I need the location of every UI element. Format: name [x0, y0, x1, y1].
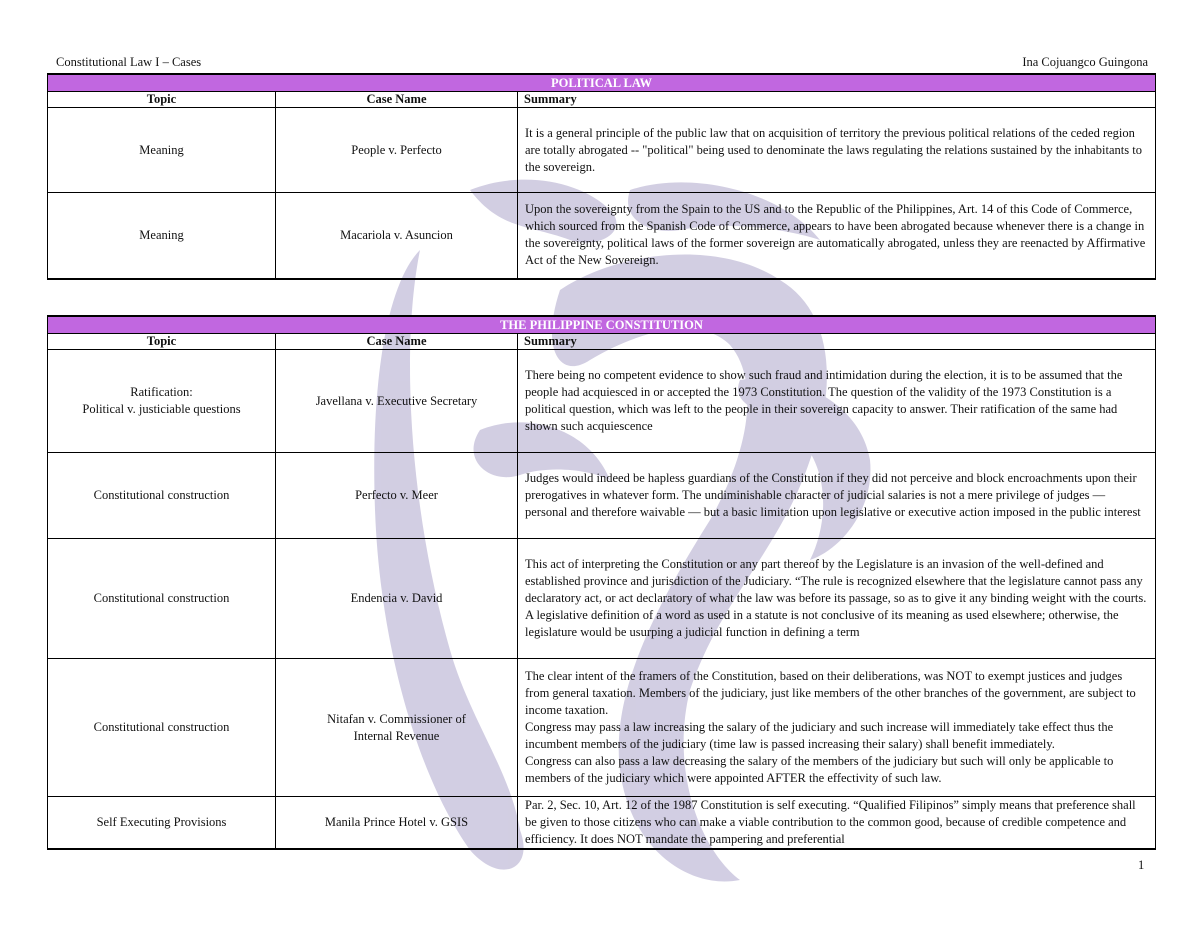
table-row	[48, 797, 1156, 850]
table-row	[48, 453, 1156, 539]
case-name-line: Nitafan v. Commissioner of	[327, 711, 466, 726]
case-name-line: Internal Revenue	[353, 728, 440, 743]
column-header-case-name: Case Name	[276, 92, 518, 108]
summary-cell: There being no competent evidence to show such fraud and intimidation during the election, it is to be assumed that the people had acquiesced in or accepted the 1973 Constitution. The question of the validity of the 1973 Constitution is a political question, which was left to the people in their sovereign capacity to answer. Their ratification of the same had shown such acquiescence	[518, 350, 1156, 453]
page-number: 1	[1138, 858, 1145, 872]
section-header-row	[48, 74, 1156, 92]
summary-cell: Upon the sovereignty from the Spain to the US and to the Republic of the Philippines, Art. 14 of this Code of Commerce, which sourced from the Spanish Code of Commerce, appears to have been abrogated because whenever there is a change in the sovereignty, political laws of the former sovereign are automatically abrogated, unless they are reenacted by Affirmative Act of the New Sovereign.	[518, 193, 1156, 279]
case-name-cell: People v. Perfecto	[276, 108, 518, 193]
summary-cell: This act of interpreting the Constitution or any part thereof by the Legislature is an invasion of the well-defined and established province and jurisdiction of the Judiciary. “The rule is recognized elsewhere that the legislature cannot pass any declaratory act, or act declaratory of what the law was before its passage, so as to give it any binding weight with the courts. A legislative definition of a word as used in a statute is not conclusive of its meaning as used elsewhere; otherwise, the legislature would be usurping a judicial function in defining a term	[518, 539, 1156, 659]
topic-cell: Constitutional construction	[48, 659, 276, 797]
topic-cell: Meaning	[48, 108, 276, 193]
section-title: THE PHILIPPINE CONSTITUTION	[48, 316, 1156, 334]
column-header-summary: Summary	[518, 334, 1156, 350]
column-header-case-name: Case Name	[276, 334, 518, 350]
column-header-summary: Summary	[518, 92, 1156, 108]
topic-cell: Constitutional construction	[48, 453, 276, 539]
topic-cell	[48, 350, 276, 453]
table-row	[48, 539, 1156, 659]
column-header-row	[48, 92, 1156, 108]
case-name-cell	[276, 659, 518, 797]
summary-cell	[518, 659, 1156, 797]
case-name-cell: Manila Prince Hotel v. GSIS	[276, 797, 518, 850]
section-title: POLITICAL LAW	[48, 74, 1156, 92]
topic-cell: Self Executing Provisions	[48, 797, 276, 850]
topic-cell: Meaning	[48, 193, 276, 279]
column-header-row	[48, 334, 1156, 350]
summary-paragraph: Congress may pass a law increasing the salary of the judiciary and such increase will immediately take effect thus the incumbent members of the judiciary (time law is passed increasing their salary) shall benefit immediately.	[525, 720, 1114, 751]
summary-text: Par. 2, Sec. 10, Art. 12 of the 1987 Constitution is self executing. “Qualified Filipinos” simply means that preference shall be given to those citizens who can make a viable contribution to the common good, because of credible competence and efficiency. It does NOT mandate the pampering and preferential	[525, 798, 1136, 846]
summary-cell: Judges would indeed be hapless guardians of the Constitution if they did not perceive and block encroachments upon their prerogatives in whatever form. The undiminishable character of judicial salaries is not a mere privilege of judges — personal and therefore waivable — but a basic limitation upon legislative or executive action imposed in the public interest	[518, 453, 1156, 539]
table-row	[48, 659, 1156, 797]
topic-line: Ratification:	[130, 385, 193, 399]
philippine-constitution-table	[47, 315, 1156, 850]
table-row	[48, 350, 1156, 453]
case-name-cell: Perfecto v. Meer	[276, 453, 518, 539]
page-header	[56, 55, 1148, 71]
author-name: Ina Cojuangco Guingona	[1022, 55, 1148, 69]
column-header-topic: Topic	[48, 334, 276, 350]
political-law-table	[47, 73, 1156, 280]
section-header-row	[48, 316, 1156, 334]
topic-cell: Constitutional construction	[48, 539, 276, 659]
summary-paragraph: The clear intent of the framers of the Constitution, based on their deliberations, was NOT to exempt justices and judges from general taxation. Members of the judiciary, just like members of the other branches of the government, are subject to income taxation.	[525, 669, 1136, 717]
column-header-topic: Topic	[48, 92, 276, 108]
case-name-cell: Endencia v. David	[276, 539, 518, 659]
table-row	[48, 108, 1156, 193]
table-row	[48, 193, 1156, 279]
summary-paragraph: Congress can also pass a law decreasing the salary of the members of the judiciary but such will only be applicable to members of the judiciary which were appointed AFTER the effectivity of such law.	[525, 754, 1114, 785]
course-title: Constitutional Law I – Cases	[56, 55, 202, 69]
case-name-cell: Javellana v. Executive Secretary	[276, 350, 518, 453]
summary-cell: It is a general principle of the public law that on acquisition of territory the previous political relations of the ceded region are totally abrogated -- "political" being used to denominate the laws regulating the relations sustained by the inhabitants to the sovereign.	[518, 108, 1156, 193]
case-name-cell: Macariola v. Asuncion	[276, 193, 518, 279]
summary-cell	[518, 797, 1156, 850]
topic-line: Political v. justiciable questions	[82, 402, 241, 416]
